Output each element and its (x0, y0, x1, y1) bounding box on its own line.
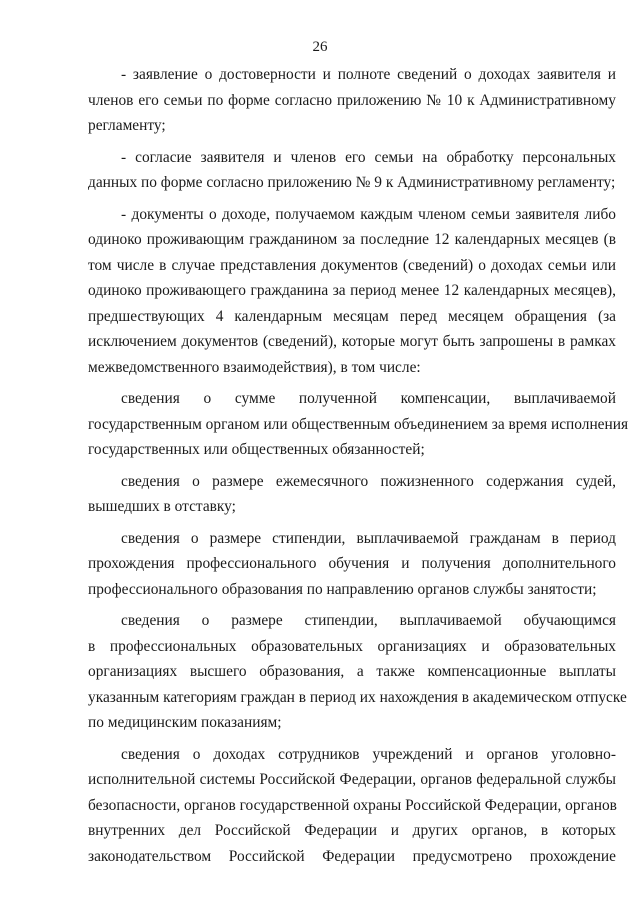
text-line: сведения о сумме полученной компенсации, выплачиваемой (121, 390, 616, 407)
paragraph (88, 608, 627, 736)
text-line: вышедших в отставку; (88, 498, 236, 515)
paragraph (88, 469, 616, 520)
text-line: в профессиональных образовательных организациях и образовательных (88, 637, 616, 655)
paragraph (88, 742, 616, 870)
text-line: указанным категориям граждан в период их нахождения в академическом отпуске (88, 688, 627, 706)
text-line: одиноко проживающим гражданином за последние 12 календарных месяцев (в (88, 231, 616, 248)
page-number: 26 (312, 39, 328, 55)
text-line: - согласие заявителя и членов его семьи на обработку персональных (121, 148, 616, 166)
text-line: прохождения профессионального обучения и получения дополнительного (88, 555, 616, 572)
paragraph (88, 202, 616, 381)
text-line: одиноко проживающего гражданина за период менее 12 календарных месяцев), (88, 282, 616, 299)
text-line: по медицинским показаниям; (88, 714, 282, 731)
text-line: исполнительной системы Российской Федерации, органов федеральной службы (88, 771, 616, 788)
text-line: предшествующих 4 календарным месяцам перед месяцем обращения (за (88, 307, 616, 325)
text-line: профессионального образования по направлению органов службы занятости; (88, 580, 597, 598)
text-line: регламенту; (88, 117, 166, 134)
text-line: государственным органом или общественным объединением за время исполнения (88, 415, 629, 433)
text-line: безопасности, органов государственной охраны Российской Федерации, органов (88, 796, 617, 814)
text-line: - заявление о достоверности и полноте сведений о доходах заявителя и (121, 66, 616, 83)
text-line: организациях высшего образования, а также компенсационные выплаты (88, 663, 616, 680)
paragraph (88, 526, 616, 603)
text-line: членов его семьи по форме согласно приложению № 10 к Административному (88, 91, 616, 109)
text-line: государственных или общественных обязанностей; (88, 441, 425, 458)
text-line: сведения о размере стипендии, выплачиваемой обучающимся (121, 612, 616, 629)
document-body (88, 62, 629, 869)
text-line: сведения о доходах сотрудников учреждений и органов уголовно- (121, 745, 616, 763)
paragraph (88, 386, 629, 463)
text-line: данных по форме согласно приложению № 9 к Административному регламенту; (88, 174, 616, 191)
text-line: внутренних дел Российской Федерации и других органов, в которых (88, 822, 616, 839)
text-line: межведомственного взаимодействия), в том числе: (88, 358, 421, 376)
text-line: законодательством Российской Федерации предусмотрено прохождение (88, 847, 616, 865)
text-line: сведения о размере ежемесячного пожизненного содержания судей, (121, 472, 616, 490)
text-line: том числе в случае представления документов (сведений) о доходах семьи или (88, 256, 616, 274)
text-line: сведения о размере стипендии, выплачиваемой гражданам в период (121, 529, 616, 547)
paragraph (88, 145, 616, 196)
text-line: исключением документов (сведений), которые могут быть запрошены в рамках (88, 333, 616, 350)
paragraph (88, 62, 616, 139)
text-line: - документы о доходе, получаемом каждым членом семьи заявителя либо (121, 205, 616, 223)
